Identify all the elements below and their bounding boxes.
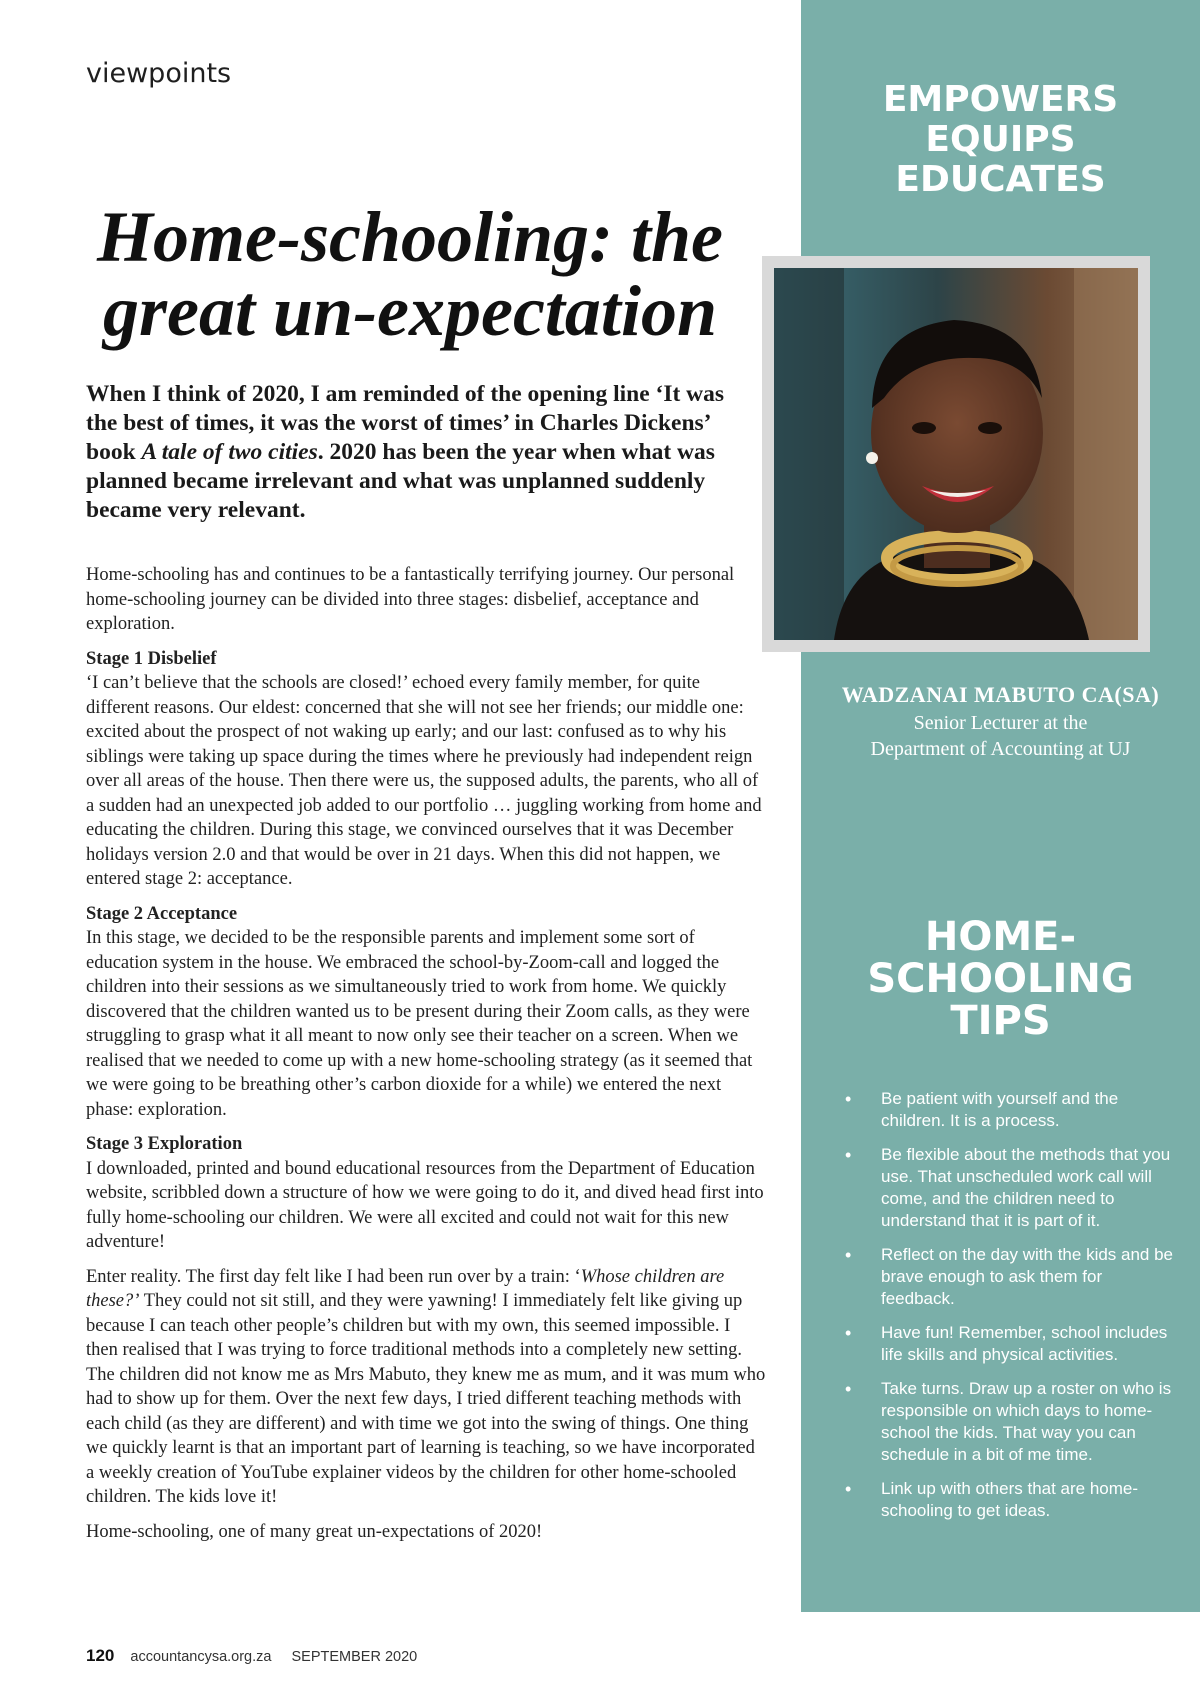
intro-paragraph: Home-schooling has and continues to be a fantastically terrifying journey. Our personal home-schooling journey can be divided into three stages: disbelief, acceptance and exploration. xyxy=(86,565,735,634)
tip-item: • Link up with others that are home-schooling to get ideas. xyxy=(845,1478,1175,1522)
tagline-line: EDUCATES xyxy=(895,159,1106,200)
stage2-paragraph: In this stage, we decided to be the responsible parents and implement some sort of education system in the house. We embraced the school-by-Zoom-call and logged the children into their sessions as we simultaneously tried to work from home. We quickly discovered that the children wanted us to be present during their Zoom calls, as they were struggling to grasp what it all meant to now only see their teacher on a screen. When we realised that we needed to come up with a new home-schooling strategy (as it seemed that we were going to be breathing other’s carbon dioxide for a while) we entered the next phase: exploration. xyxy=(86,928,753,1120)
lead-book-title: A tale of two cities xyxy=(141,439,318,465)
tip-item: • Have fun! Remember, school includes life skills and physical activities. xyxy=(845,1322,1175,1366)
article-lead xyxy=(86,380,746,525)
closing-paragraph: Home-schooling, one of many great un-expectations of 2020! xyxy=(86,1521,543,1542)
tips-list xyxy=(845,1088,1175,1534)
author-role-line2: Department of Accounting at UJ xyxy=(870,738,1131,760)
author-role xyxy=(801,710,1200,762)
author-photo xyxy=(774,268,1138,640)
stage3-heading: Stage 3 Exploration xyxy=(86,1134,243,1154)
reality-part2: They could not sit still, and they were yawning! I immediately felt like giving up because I can teach other people’s children but with my own, this seemed impossible. I then realised that I was trying to force traditional methods into a completely new setting. The children did not know me as Mrs Mabuto, they knew me as mum, and it was mum who had to show up for them. Over the next few days, I tried different teaching methods with each child (as they are different) and with time we got into the swing of things. One thing we quickly learnt is that an important part of learning is teaching, so we have incorporated a weekly creation of YouTube explainer videos by the children for other home-schooled children. The kids love it! xyxy=(86,1291,766,1507)
author-photo-frame xyxy=(762,256,1150,652)
article-title-line1: Home-schooling: the xyxy=(97,197,723,277)
reality-part1: Enter reality. The first day felt like I had been run over by a train: ‘ xyxy=(86,1266,581,1287)
page-footer xyxy=(86,1646,417,1666)
tips-title-line: TIPS xyxy=(950,998,1051,1044)
author-portrait-illustration xyxy=(774,268,1138,640)
sidebar xyxy=(801,0,1200,1612)
stage3-paragraph: I downloaded, printed and bound educational resources from the Department of Education website, scribbled down a structure of how we were going to do it, and dived head first into fully home-schooling our children. We were all excited and could not wait for this new adventure! xyxy=(86,1158,764,1252)
tagline-line: EQUIPS xyxy=(925,119,1076,160)
tip-item: • Be patient with yourself and the children. It is a process. xyxy=(845,1088,1175,1132)
article-body xyxy=(86,563,766,1554)
stage1-paragraph: ‘I can’t believe that the schools are closed!’ echoed every family member, for quite different reasons. Our eldest: concerned that she will not see her friends; our middle one: excited about the prospect of not waking up early; and our last: confused as to why his siblings were taking up space during the times where he previously had independent reign over all areas of the house. Then there were us, the supposed adults, the parents, who all of a sudden had an unexpected job added to our portfolio … juggling working from home and educating the children. During this stage, we convinced ourselves that it was December holidays version 2.0 and that would be over in 21 days. When this did not happen, we entered stage 2: acceptance. xyxy=(86,673,762,889)
tips-title-line: SCHOOLING xyxy=(867,956,1134,1002)
article-title xyxy=(60,197,760,351)
section-label: viewpoints xyxy=(86,58,232,89)
tip-item: • Reflect on the day with the kids and be brave enough to ask them for feedback. xyxy=(845,1244,1175,1310)
website-link[interactable]: accountancysa.org.za xyxy=(130,1649,272,1665)
tagline-line: EMPOWERS xyxy=(882,79,1119,120)
tips-title xyxy=(801,916,1200,1042)
lead-part2: . 2020 has been the year when what was planned became irrelevant and what was unplanned suddenly became very relevant. xyxy=(86,439,715,523)
reality-quote: Whose children are these?’ xyxy=(86,1266,725,1311)
issue-date: SEPTEMBER 2020 xyxy=(291,1649,418,1665)
page-number: 120 xyxy=(86,1646,115,1665)
tip-item: • Be flexible about the methods that you use. That unscheduled work call will come, and the children need to understand that it is part of it. xyxy=(845,1144,1175,1232)
tips-title-line: HOME- xyxy=(924,914,1077,960)
stage1-heading: Stage 1 Disbelief xyxy=(86,648,217,669)
tip-item: • Take turns. Draw up a roster on who is responsible on which days to home-school the kids. That way you can schedule in a bit of me time. xyxy=(845,1378,1175,1466)
stage2-heading: Stage 2 Acceptance xyxy=(86,903,238,924)
lead-part1: When I think of 2020, I am reminded of the opening line ‘It was the best of times, it was the worst of times’ in Charles Dickens’ book xyxy=(86,381,725,465)
article-title-line2: great un-expectation xyxy=(103,271,717,351)
author-role-line1: Senior Lecturer at the xyxy=(913,712,1088,734)
tagline xyxy=(801,80,1200,200)
reality-paragraph xyxy=(86,1265,766,1510)
author-name: WADZANAI MABUTO CA(SA) xyxy=(841,682,1160,707)
